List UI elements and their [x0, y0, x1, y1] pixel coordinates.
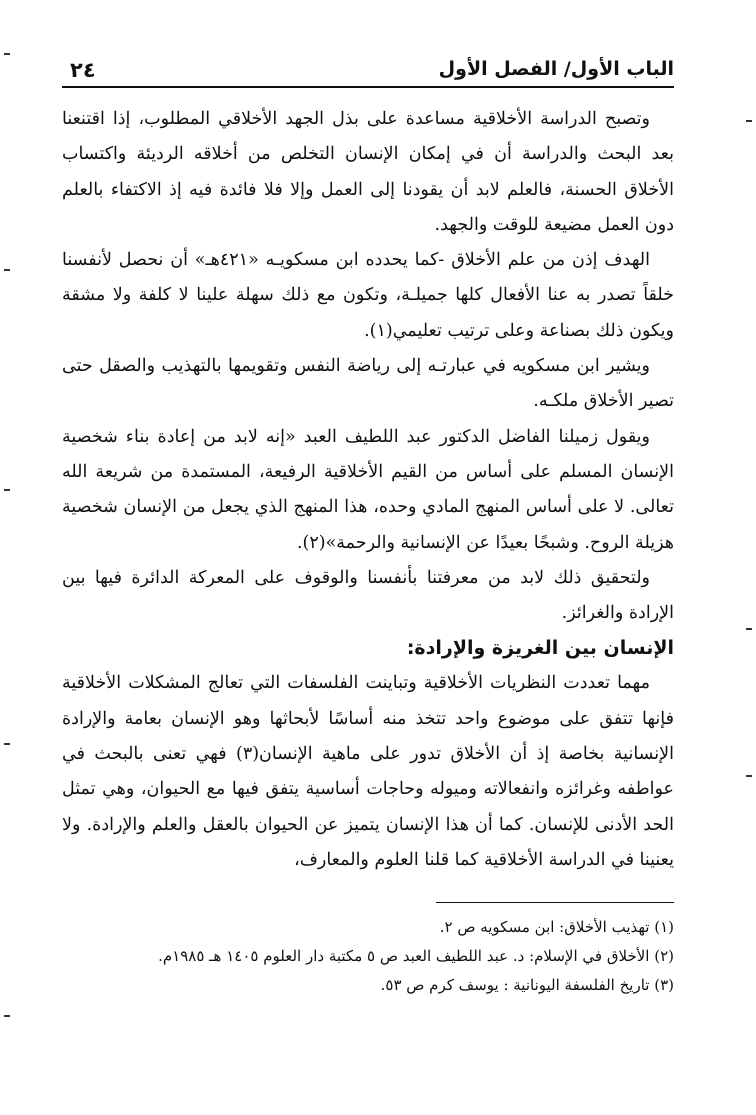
book-page [62, 48, 674, 1068]
footnote-separator [436, 902, 674, 903]
paragraph: ويقول زميلنا الفاضل الدكتور عبد اللطيف العبد «إنه لابد من إعادة بناء شخصية الإنسان المسلم على أساس من القيم الأخلاقية الرفيعة، المستمدة من شريعة الله تعالى. لا على أساس المنهج المادي وحده، هذا المنهج الذي يجعل من الإنسان شخصية هزيلة الروح. وشبحًا بعيدًا عن الإنسانية والرحمة»(٢). [62, 426, 674, 553]
footnote: (٢) الأخلاق في الإسلام: د. عبد اللطيف العبد ص ٥ مكتبة دار العلوم ١٤٠٥ هـ ١٩٨٥م. [158, 947, 674, 966]
footnote: (٣) تاريخ الفلسفة اليونانية : يوسف كرم ص ٥٣. [380, 976, 674, 995]
chapter-title: الباب الأول/ الفصل الأول [438, 58, 674, 80]
margin-mark [746, 628, 752, 630]
margin-mark [4, 489, 10, 491]
section-heading: الإنسان بين الغريزة والإرادة: [406, 637, 674, 660]
footnotes [62, 913, 674, 1000]
margin-mark [746, 775, 752, 777]
running-header [62, 48, 674, 88]
paragraph: ولتحقيق ذلك لابد من معرفتنا بأنفسنا والوقوف على المعركة الدائرة فيها بين الإرادة والغرائز. [62, 567, 674, 624]
margin-mark [4, 53, 10, 55]
paragraph: الهدف إذن من علم الأخلاق -كما يحدده ابن مسكويـه «٤٢١هـ» أن نحصل لأنفسنا خلقاً تصدر به عنا الأفعال كلها جميلـة، وتكون مع ذلك سهلة علينا لا كلفة ولا مشقة ويكون ذلك بصناعة وعلى ترتيب تعليمي(١). [62, 250, 674, 341]
margin-mark [746, 120, 752, 122]
paragraph: ويشير ابن مسكويه في عبارتـه إلى رياضة النفس وتقويمها بالتهذيب والصقل حتى تصير الأخلاق ملكـه. [62, 356, 674, 412]
paragraph: وتصبح الدراسة الأخلاقية مساعدة على بذل الجهد الأخلاقي المطلوب، إذا اقتنعنا بعد البحث والدراسة أن في إمكان الإنسان التخلص من أخلاقه الرديئة واكتساب الأخلاق الحسنة، فالعلم لابد أن يقودنا إلى العمل وإلا فلا فائدة فيه إذ الاكتفاء بالعلم دون العمل مضيعة للوقت والجهد. [62, 109, 674, 235]
margin-mark [4, 743, 10, 745]
margin-mark [4, 269, 10, 271]
paragraph: مهما تعددت النظريات الأخلاقية وتباينت الفلسفات التي تعالج المشكلات الأخلاقية فإنها تتفق على موضوع واحد تتخذ منه أساسًا لأبحاثها وهو الإنسان بعامة والإرادة الإنسانية بخاصة إذ أن الأخلاق تدور على ماهية الإنسان(٣) فهي تعنى بالبحث في عواطفه وغرائزه وانفعالاته وميوله وحاجات أساسية يتفق فيها مع الحيوان، وهي تمثل الحد الأدنى للإنسان. كما أن هذا الإنسان يتميز عن الحيوان بالعقل والعلم والإرادة. ولا يعنينا في الدراسة الأخلاقية كما قلنا العلوم والمعارف، [62, 673, 674, 870]
main-text [62, 102, 674, 878]
page-number: ٢٤ [70, 58, 96, 82]
margin-mark [4, 1015, 10, 1017]
footnote: (١) تهذيب الأخلاق: ابن مسكويه ص ٢. [439, 918, 674, 937]
